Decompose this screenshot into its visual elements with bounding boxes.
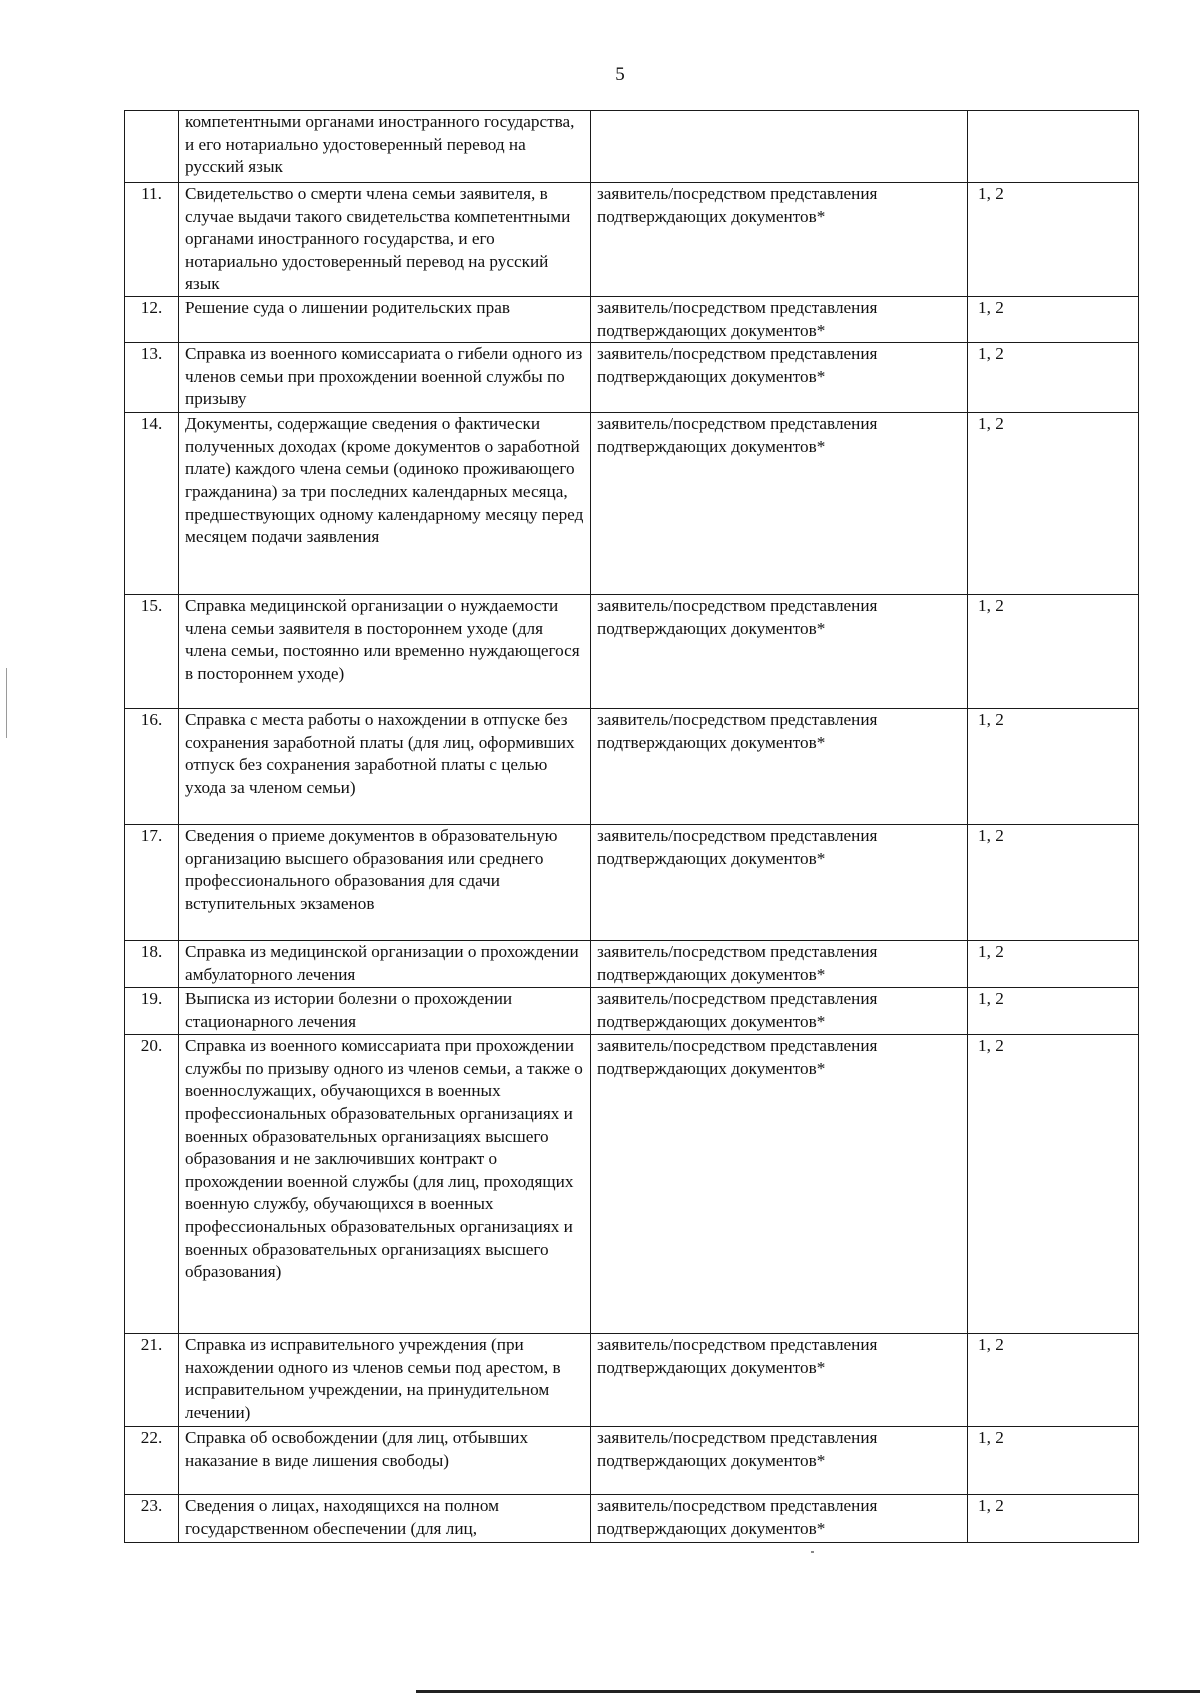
scan-edge-mark xyxy=(6,668,7,738)
table-row xyxy=(125,988,1139,1035)
submitter-cell: заявитель/посредством представления подтверждающих документов* xyxy=(591,1334,968,1427)
basis-code-cell: 1, 2 xyxy=(968,297,1139,343)
basis-code-cell: 1, 2 xyxy=(968,709,1139,825)
submitter-cell: заявитель/посредством представления подтверждающих документов* xyxy=(591,595,968,709)
table-row xyxy=(125,595,1139,709)
basis-code-cell: 1, 2 xyxy=(968,1427,1139,1495)
document-name-cell: Справка из военного комиссариата при прохождении службы по призыву одного из членов семьи, а также о военнослужащих, обучающихся в военных профессиональных образовательных организациях и военных образовательных организациях высшего образования и не заключивших контракт о прохождении военной службы (для лиц, проходящих военную службу, обучающихся в военных профессиональных образовательных организациях и военных образовательных организациях высшего образования) xyxy=(179,1035,591,1334)
document-name-cell: Выписка из истории болезни о прохождении стационарного лечения xyxy=(179,988,591,1035)
page-number: 5 xyxy=(615,64,625,85)
table-row xyxy=(125,1427,1139,1495)
submitter-cell: заявитель/посредством представления подтверждающих документов* xyxy=(591,709,968,825)
row-number-cell: 18. xyxy=(125,941,179,988)
bottom-rule xyxy=(416,1690,1200,1693)
row-number-cell: 15. xyxy=(125,595,179,709)
basis-code-cell: 1, 2 xyxy=(968,413,1139,595)
table-row xyxy=(125,1495,1139,1543)
document-name-cell: Сведения о приеме документов в образовательную организацию высшего образования или среднего профессионального образования для сдачи вступительных экзаменов xyxy=(179,825,591,941)
submitter-cell: заявитель/посредством представления подтверждающих документов* xyxy=(591,988,968,1035)
basis-code-cell: 1, 2 xyxy=(968,183,1139,297)
row-number-cell: 12. xyxy=(125,297,179,343)
submitter-cell: заявитель/посредством представления подтверждающих документов* xyxy=(591,1427,968,1495)
row-number-cell: 20. xyxy=(125,1035,179,1334)
basis-code-cell: 1, 2 xyxy=(968,1334,1139,1427)
table-row xyxy=(125,343,1139,413)
table-row xyxy=(125,183,1139,297)
document-name-cell: Справка из военного комиссариата о гибели одного из членов семьи при прохождении военной службы по призыву xyxy=(179,343,591,413)
document-name-cell: Справка об освобождении (для лиц, отбывших наказание в виде лишения свободы) xyxy=(179,1427,591,1495)
row-number-cell: 21. xyxy=(125,1334,179,1427)
row-number-cell: 17. xyxy=(125,825,179,941)
submitter-cell: заявитель/посредством представления подтверждающих документов* xyxy=(591,297,968,343)
submitter-cell: заявитель/посредством представления подтверждающих документов* xyxy=(591,1495,968,1543)
document-name-cell: Сведения о лицах, находящихся на полном государственном обеспечении (для лиц, xyxy=(179,1495,591,1543)
documents-table-body xyxy=(125,111,1139,1543)
table-row xyxy=(125,1035,1139,1334)
table-row xyxy=(125,941,1139,988)
submitter-cell: заявитель/посредством представления подтверждающих документов* xyxy=(591,825,968,941)
scan-speck xyxy=(811,1551,814,1553)
row-number-cell: 22. xyxy=(125,1427,179,1495)
document-name-cell: Решение суда о лишении родительских прав xyxy=(179,297,591,343)
document-name-cell: Справка из медицинской организации о прохождении амбулаторного лечения xyxy=(179,941,591,988)
basis-code-cell: 1, 2 xyxy=(968,1495,1139,1543)
submitter-cell: заявитель/посредством представления подтверждающих документов* xyxy=(591,343,968,413)
table-row xyxy=(125,297,1139,343)
submitter-cell xyxy=(591,111,968,183)
basis-code-cell xyxy=(968,111,1139,183)
table-row xyxy=(125,825,1139,941)
basis-code-cell: 1, 2 xyxy=(968,343,1139,413)
table-row xyxy=(125,111,1139,183)
row-number-cell: 14. xyxy=(125,413,179,595)
basis-code-cell: 1, 2 xyxy=(968,595,1139,709)
basis-code-cell: 1, 2 xyxy=(968,941,1139,988)
row-number-cell: 19. xyxy=(125,988,179,1035)
basis-code-cell: 1, 2 xyxy=(968,1035,1139,1334)
table-row xyxy=(125,709,1139,825)
row-number-cell: 11. xyxy=(125,183,179,297)
submitter-cell: заявитель/посредством представления подтверждающих документов* xyxy=(591,1035,968,1334)
document-name-cell: Свидетельство о смерти члена семьи заявителя, в случае выдачи такого свидетельства компетентными органами иностранного государства, и его нотариально удостоверенный перевод на русский язык xyxy=(179,183,591,297)
document-name-cell: Справка из исправительного учреждения (при нахождении одного из членов семьи под арестом, в исправительном учреждении, на принудительном лечении) xyxy=(179,1334,591,1427)
row-number-cell: 13. xyxy=(125,343,179,413)
table-row xyxy=(125,413,1139,595)
row-number-cell: 16. xyxy=(125,709,179,825)
submitter-cell: заявитель/посредством представления подтверждающих документов* xyxy=(591,183,968,297)
document-name-cell: Документы, содержащие сведения о фактически полученных доходах (кроме документов о заработной плате) каждого члена семьи (одиноко проживающего гражданина) за три последних календарных месяца, предшествующих одному календарному месяцу перед месяцем подачи заявления xyxy=(179,413,591,595)
table-row xyxy=(125,1334,1139,1427)
submitter-cell: заявитель/посредством представления подтверждающих документов* xyxy=(591,941,968,988)
document-name-cell: Справка с места работы о нахождении в отпуске без сохранения заработной платы (для лиц, оформивших отпуск без сохранения заработной платы с целью ухода за членом семьи) xyxy=(179,709,591,825)
document-name-cell: компетентными органами иностранного государства, и его нотариально удостоверенный перевод на русский язык xyxy=(179,111,591,183)
submitter-cell: заявитель/посредством представления подтверждающих документов* xyxy=(591,413,968,595)
basis-code-cell: 1, 2 xyxy=(968,988,1139,1035)
documents-table xyxy=(124,110,1139,1543)
document-name-cell: Справка медицинской организации о нуждаемости члена семьи заявителя в постороннем уходе (для члена семьи, постоянно или временно нуждающегося в постороннем уходе) xyxy=(179,595,591,709)
row-number-cell: 23. xyxy=(125,1495,179,1543)
basis-code-cell: 1, 2 xyxy=(968,825,1139,941)
row-number-cell xyxy=(125,111,179,183)
